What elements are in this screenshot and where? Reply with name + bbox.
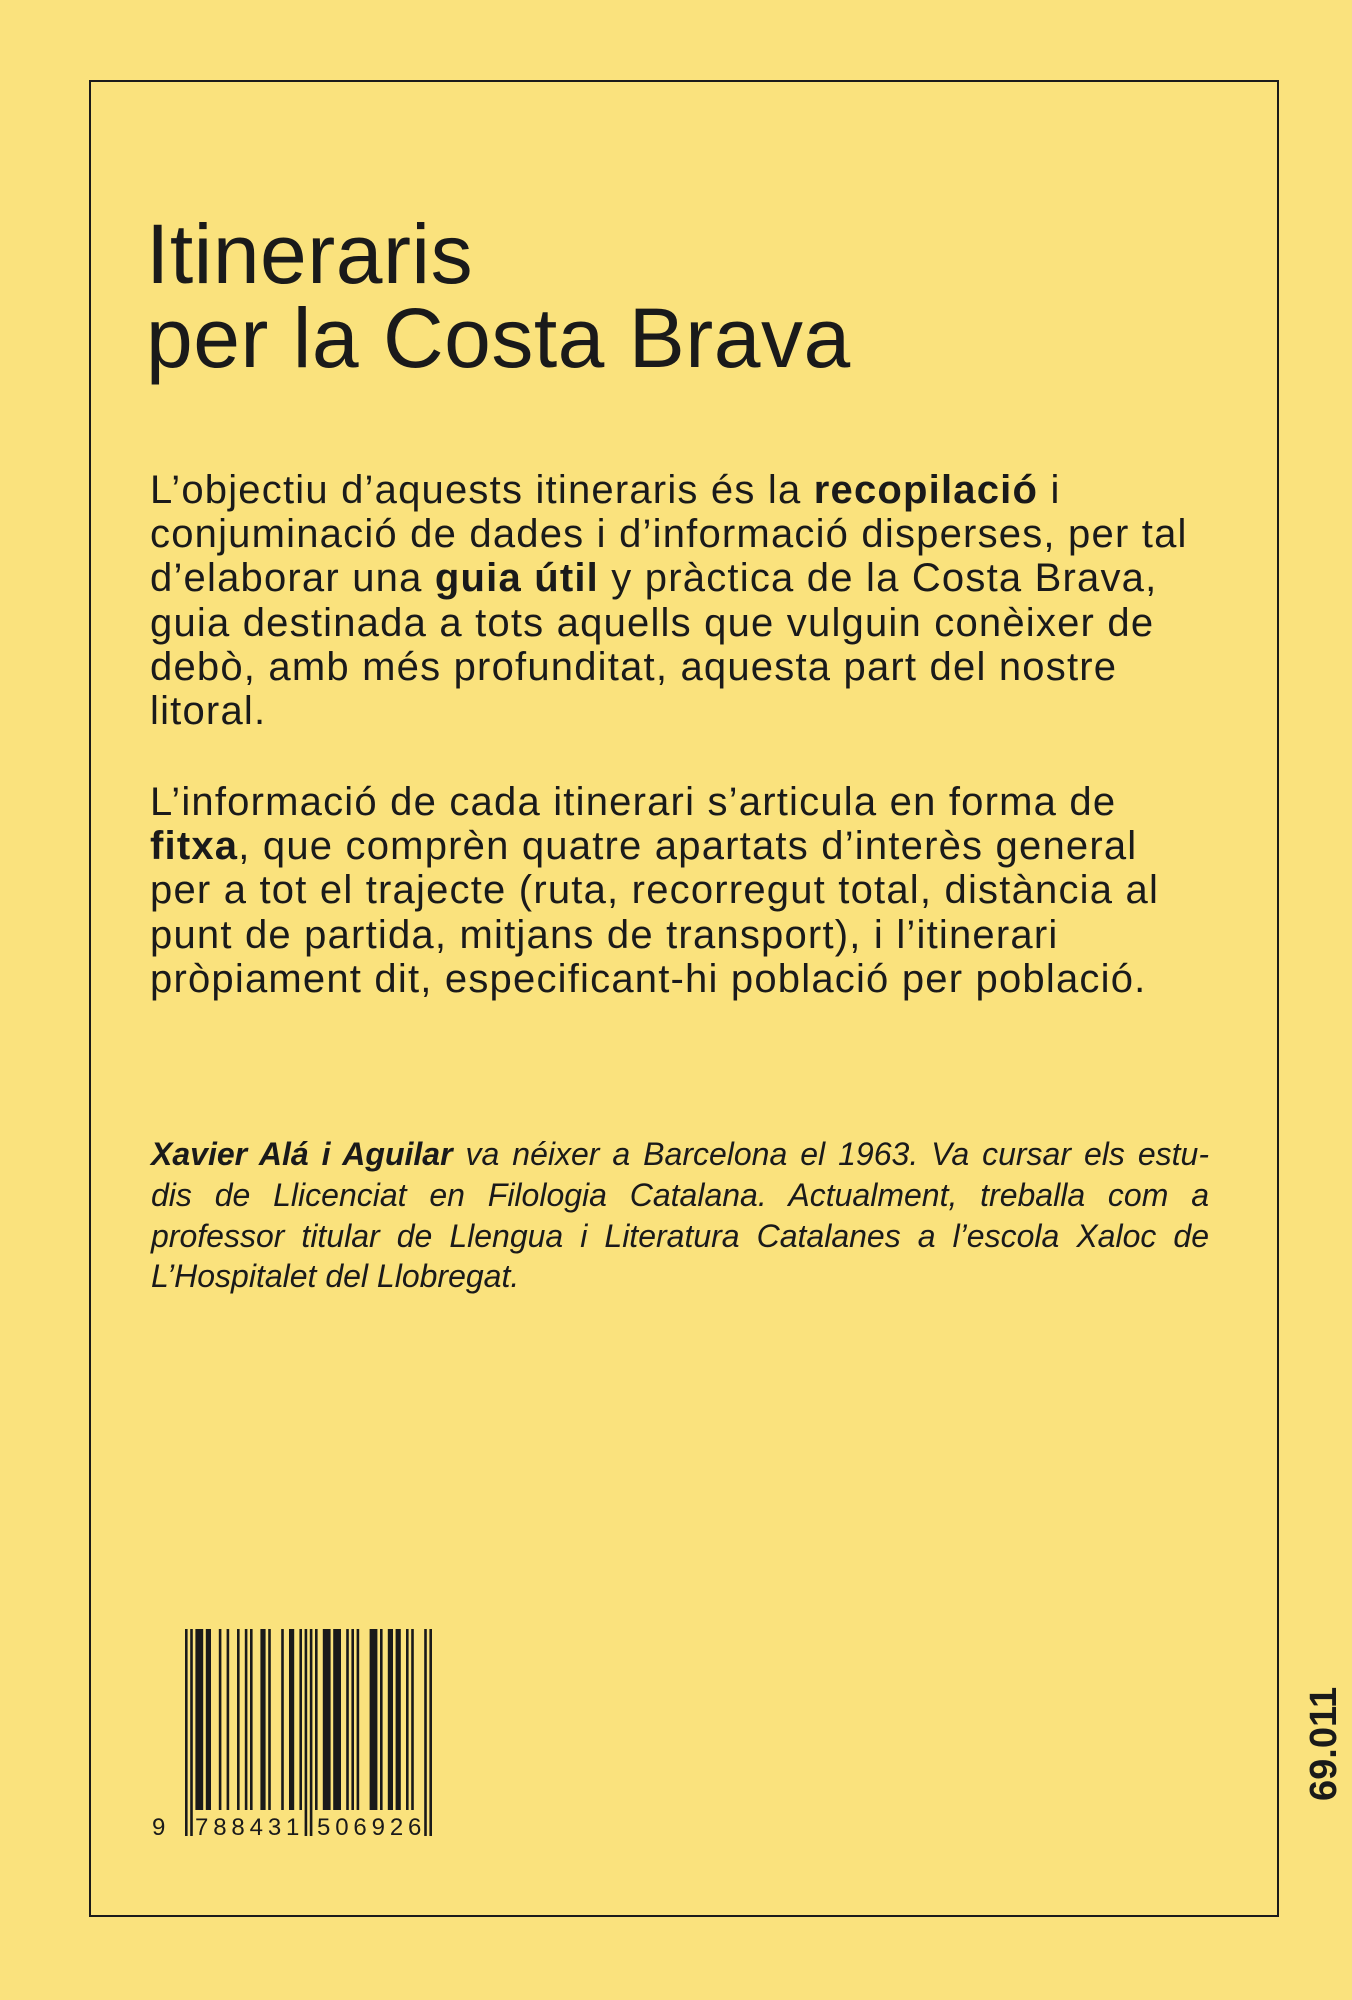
- author-bio-line: L’Hospitalet del Llobregat.: [151, 1258, 520, 1295]
- barcode-bar: [219, 1629, 222, 1810]
- author-name: Xavier Alá i Aguilar: [151, 1136, 453, 1172]
- blurb-emphasis: fitxa: [150, 824, 239, 869]
- barcode-guard-bar: [190, 1629, 193, 1836]
- barcode-bar: [396, 1629, 401, 1810]
- barcode-bar: [237, 1629, 240, 1810]
- barcode-bar: [195, 1629, 203, 1810]
- blurb-emphasis: recopilació: [813, 468, 1039, 512]
- author-bio-line: [151, 1134, 1209, 1175]
- barcode-bar: [357, 1629, 360, 1810]
- barcode-bar: [346, 1629, 349, 1810]
- author-bio-line: professor titular de Llengua i Literatura Catalanes a l’escola Xaloc de: [151, 1217, 1209, 1254]
- barcode-bar: [245, 1629, 248, 1810]
- barcode-bar: [260, 1629, 265, 1810]
- barcode-bar: [411, 1629, 414, 1810]
- book-title: [146, 207, 851, 385]
- barcode-bar: [315, 1629, 318, 1810]
- barcode-lead-digit: 9: [152, 1814, 166, 1841]
- blurb-line: pròpiament dit, especificant-hi població per població.: [150, 956, 1147, 1001]
- barcode-guard-bar: [305, 1629, 308, 1836]
- blurb-line: conjuminació de dades i d’informació disperses, per tal: [150, 512, 1188, 557]
- barcode-guard-bar: [310, 1629, 313, 1836]
- barcode-bar: [268, 1629, 271, 1810]
- barcode-bar: [406, 1629, 409, 1810]
- author-bio: [151, 1134, 1209, 1297]
- barcode-bar: [299, 1629, 302, 1810]
- blurb-line: per a tot el trajecte (ruta, recorregut total, distància al: [150, 868, 1160, 913]
- blurb-paragraph: [150, 468, 1188, 733]
- barcode-bar: [227, 1629, 230, 1810]
- barcode-bar: [289, 1629, 294, 1810]
- barcode-right-digits: 506926: [317, 1814, 427, 1841]
- blurb-line: [150, 468, 1188, 512]
- barcode-bar: [333, 1629, 341, 1810]
- barcode-bar: [380, 1629, 383, 1810]
- blurb-line: [150, 556, 1188, 600]
- barcode-guard-bar: [185, 1629, 188, 1836]
- blurb-text: y pràctica de la Costa Brava,: [598, 556, 1158, 601]
- blurb-text: L’objectiu d’aquests itineraris és la: [150, 468, 814, 512]
- barcode-bar: [250, 1629, 253, 1810]
- blurb-line: punt de partida, mitjans de transport), i l’itinerari: [150, 912, 1059, 957]
- barcode-bar: [370, 1629, 378, 1810]
- barcode-bar: [323, 1629, 331, 1810]
- blurb-emphasis: guia útil: [434, 556, 599, 601]
- blurb-line: guia destinada a tots aquells que vulguin conèixer de: [150, 600, 1155, 645]
- blurb-line: [150, 824, 1159, 868]
- blurb-line: L’informació de cada itinerari s’articula en forma de: [150, 780, 1117, 824]
- barcode-guard-bar: [424, 1629, 427, 1836]
- barcode-bar: [206, 1629, 211, 1810]
- book-title-line: per la Costa Brava: [146, 291, 851, 385]
- blurb-text: i: [1038, 468, 1061, 512]
- blurb-text: d’elaborar una: [150, 556, 435, 601]
- barcode-bar: [351, 1629, 354, 1810]
- barcode-bar: [281, 1629, 284, 1810]
- book-title-line: Itineraris: [146, 207, 474, 301]
- barcode-bar: [388, 1629, 393, 1810]
- blurb-line: litoral.: [150, 689, 267, 734]
- blurb-text: , que comprèn quatre apartats d’interès general: [238, 824, 1138, 869]
- blurb-paragraph: [150, 780, 1159, 1001]
- blurb-line: debò, amb més profunditat, aquesta part del nostre: [150, 644, 1118, 689]
- barcode-left-digits: 788431: [195, 1814, 305, 1841]
- barcode-guard-bar: [429, 1629, 432, 1836]
- author-bio-line: dis de Llicenciat en Filologia Catalana. Actualment, treballa com a: [151, 1176, 1209, 1213]
- author-bio-text: va néixer a Barcelona el 1963. Va cursar els estu-: [452, 1136, 1210, 1172]
- isbn-barcode: [185, 1629, 432, 1836]
- catalog-code: 69.011: [1303, 1686, 1345, 1802]
